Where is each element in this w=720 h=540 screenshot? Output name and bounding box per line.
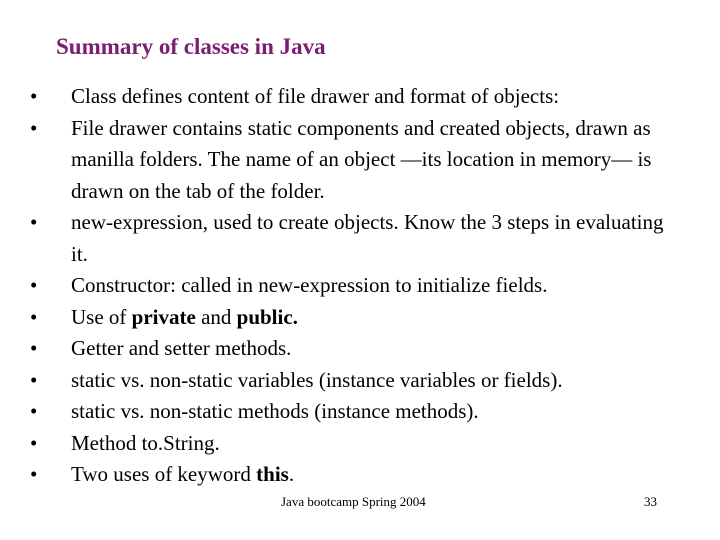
bullet-icon: •: [30, 430, 38, 455]
slide-title: Summary of classes in Java: [56, 34, 326, 59]
bullet-icon: •: [30, 304, 38, 329]
bullet-text: Method to.String.: [71, 430, 220, 455]
bullet-text-prefix: Two uses of keyword: [71, 462, 257, 486]
keyword-private: private: [131, 304, 196, 329]
bullet-text: Constructor: called in new-expression to initialize fields.: [71, 273, 548, 297]
bullet-text-middle: and: [195, 304, 237, 329]
list-item: [30, 428, 670, 460]
bullet-text-prefix: Use of: [71, 304, 132, 329]
bullet-text: new-expression, used to create objects. Know the 3 steps in evaluating it.: [71, 210, 664, 266]
list-item: [30, 365, 670, 397]
keyword-this: this: [256, 462, 289, 486]
list-item: [30, 207, 670, 270]
bullet-text: Class defines content of file drawer and format of objects:: [71, 84, 560, 108]
bullet-icon: •: [30, 399, 38, 423]
list-item: [30, 113, 670, 208]
bullet-icon: •: [30, 336, 38, 360]
bullet-text: static vs. non-static methods (instance methods).: [71, 399, 479, 423]
list-item: [30, 333, 670, 365]
bullet-text-suffix: .: [288, 462, 295, 486]
bullet-list: [30, 81, 670, 491]
bullet-icon: •: [30, 210, 38, 234]
bullet-icon: •: [30, 367, 38, 392]
list-item: [30, 396, 670, 428]
list-item: [30, 302, 670, 334]
bullet-icon: •: [30, 84, 38, 108]
bullet-text: static vs. non-static variables (instance variables or fields).: [71, 367, 563, 392]
page-number: 33: [644, 494, 657, 509]
bullet-text: [71, 462, 294, 486]
bullet-icon: •: [30, 115, 38, 140]
footer-text: Java bootcamp Spring 2004: [281, 494, 426, 509]
bullet-text: [71, 305, 298, 329]
bullet-text: File drawer contains static components and created objects, drawn as manilla folders. The name of an object —its location in memory— is drawn on the tab of the folder.: [71, 115, 652, 203]
bullet-text: Getter and setter methods.: [71, 336, 292, 360]
list-item: [30, 270, 670, 302]
list-item: [30, 81, 670, 113]
keyword-public: public.: [236, 304, 298, 329]
bullet-icon: •: [30, 273, 38, 297]
bullet-icon: •: [30, 462, 38, 486]
list-item: [30, 459, 670, 491]
